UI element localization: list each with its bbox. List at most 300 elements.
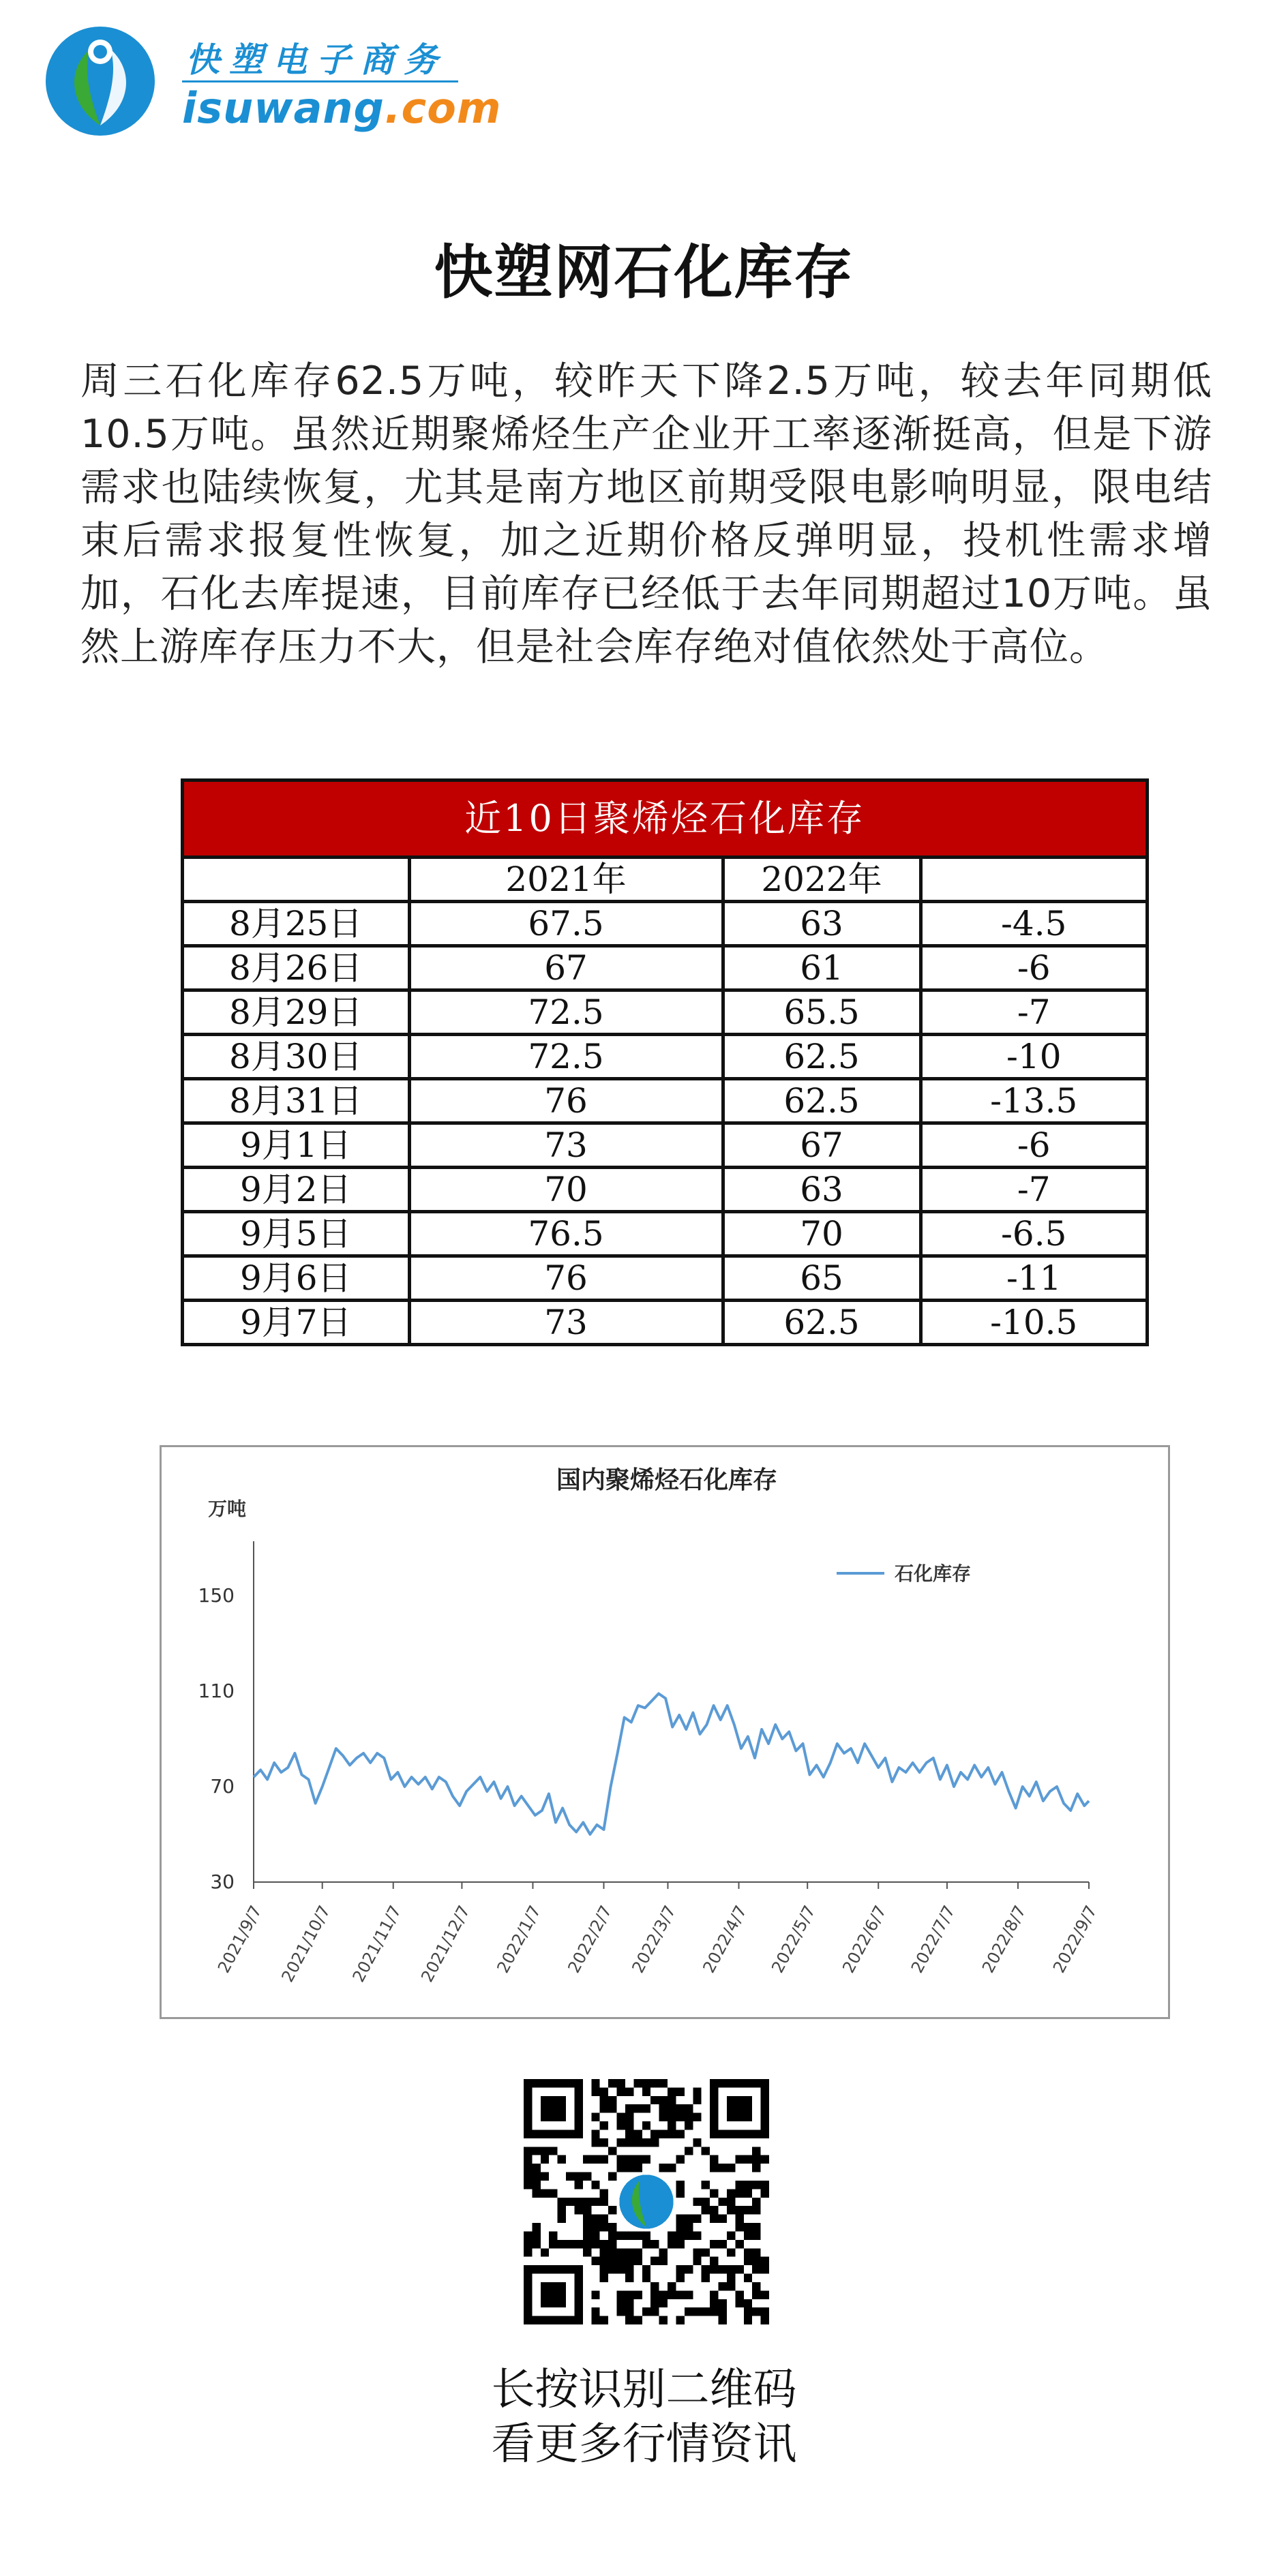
qr-module [608, 2231, 616, 2239]
qr-module [685, 2307, 693, 2316]
qr-module [608, 2206, 616, 2214]
table-cell: -7 [920, 990, 1145, 1035]
table-row [184, 1301, 1145, 1344]
qr-module [685, 2113, 693, 2121]
qr-module [693, 2231, 701, 2239]
qr-module [600, 2265, 608, 2273]
qr-module [617, 2087, 625, 2095]
qr-module [710, 2290, 718, 2299]
qr-module [549, 2240, 557, 2248]
qr-module [608, 2257, 616, 2265]
table-grid [184, 859, 1145, 1343]
table-cell: 72.5 [409, 1035, 723, 1079]
qr-module [558, 2206, 566, 2214]
qr-module [591, 2198, 599, 2206]
qr-module [710, 2240, 718, 2248]
qr-module [719, 2240, 727, 2248]
qr-module [761, 2155, 769, 2164]
table-cell: 8月29日 [184, 990, 409, 1035]
table-row [184, 1079, 1145, 1123]
table-cell: -10 [920, 1035, 1145, 1079]
table-row [184, 1168, 1145, 1212]
qr-module [702, 2307, 710, 2316]
table-cell: 62.5 [723, 1079, 920, 1123]
qr-module [642, 2087, 650, 2095]
qr-module [558, 2155, 566, 2164]
qr-module [617, 2079, 625, 2087]
qr-module [532, 2172, 540, 2181]
qr-module [650, 2138, 659, 2147]
qr-module [735, 2155, 743, 2164]
qr-module [744, 2299, 752, 2307]
qr-module [752, 2257, 760, 2265]
qr-module [583, 2231, 591, 2239]
qr-module [642, 2138, 650, 2147]
qr-module [600, 2257, 608, 2265]
qr-module [617, 2121, 625, 2130]
qr-module [744, 2223, 752, 2231]
qr-module [659, 2290, 668, 2299]
qr-module [668, 2087, 676, 2095]
qr-module [668, 2290, 676, 2299]
qr-module [591, 2130, 599, 2138]
qr-module [591, 2290, 599, 2299]
x-tick-label: 2022/5/7 [768, 1902, 820, 1976]
qr-module [558, 2215, 566, 2223]
qr-module [744, 2274, 752, 2282]
qr-module [532, 2189, 540, 2197]
qr-module [719, 2215, 727, 2223]
qr-module [752, 2265, 760, 2273]
qr-module [735, 2215, 743, 2223]
qr-module [719, 2198, 727, 2206]
qr-module [735, 2265, 743, 2273]
qr-module [642, 2265, 650, 2273]
qr-module [608, 2240, 616, 2248]
qr-module [633, 2257, 642, 2265]
qr-module [752, 2155, 760, 2164]
qr-module [659, 2104, 668, 2112]
qr-module [676, 2130, 684, 2138]
qr-module [625, 2121, 633, 2130]
qr-module [625, 2155, 633, 2164]
qr-module [744, 2189, 752, 2197]
chart-svg [162, 1447, 1172, 2021]
qr-module [591, 2181, 599, 2189]
qr-caption-line1: 长按识别二维码 [491, 2365, 797, 2415]
table-cell: -11 [920, 1256, 1145, 1301]
qr-module [625, 2104, 633, 2112]
qr-module [583, 2206, 591, 2214]
qr-module [710, 2155, 718, 2164]
table-cell: 70 [723, 1212, 920, 1256]
qr-module [574, 2240, 582, 2248]
qr-module [591, 2316, 599, 2324]
qr-module [650, 2307, 659, 2316]
brand-divider [182, 80, 458, 82]
qr-module [727, 2282, 735, 2290]
qr-module [668, 2240, 676, 2248]
table-cell: -4.5 [920, 902, 1145, 946]
qr-module [625, 2316, 633, 2324]
qr-module [591, 2079, 599, 2087]
qr-module [676, 2290, 684, 2299]
qr-module [668, 2121, 676, 2130]
qr-module [633, 2130, 642, 2138]
qr-module [591, 2138, 599, 2147]
qr-module [617, 2307, 625, 2316]
qr-module [583, 2223, 591, 2231]
qr-module [752, 2290, 760, 2299]
qr-module [719, 2282, 727, 2290]
qr-module [735, 2189, 743, 2197]
qr-module [524, 2181, 532, 2189]
qr-module [702, 2206, 710, 2214]
qr-finder-core [727, 2096, 752, 2121]
qr-module [541, 2172, 549, 2181]
qr-module [727, 2198, 735, 2206]
qr-module [676, 2274, 684, 2282]
qr-module [676, 2240, 684, 2248]
table-cell: -6 [920, 946, 1145, 990]
table-cell: 9月7日 [184, 1301, 409, 1344]
table-header-cell: 2022年 [723, 859, 920, 902]
qr-module [532, 2240, 540, 2248]
table-title: 近10日聚烯烃石化库存 [184, 782, 1145, 859]
intro-paragraph: 周三石化库存62.5万吨，较昨天下降2.5万吨，较去年同期低10.5万吨。虽然近期聚烯烃生产企业开工率逐渐挺高，但是下游需求也陆续恢复，尤其是南方地区前期受限电影响明显，限电结束后需求报复性恢复，加之近期价格反弹明显，投机性需求增加，石化去库提速，目前库存已经低于去年同期超过10万吨。虽然上游库存压力不大，但是社会库存绝对值依然处于高位。 [80, 359, 1212, 669]
qr-module [532, 2223, 540, 2231]
qr-module [727, 2231, 735, 2239]
qr-module [752, 2147, 760, 2155]
qr-module [702, 2248, 710, 2256]
qr-module [541, 2189, 549, 2197]
qr-module [744, 2316, 752, 2324]
table-header-cell: 2021年 [409, 859, 723, 902]
qr-module [625, 2138, 633, 2147]
table-row [184, 946, 1145, 990]
qr-module [685, 2104, 693, 2112]
qr-module [566, 2172, 574, 2181]
qr-module [650, 2282, 659, 2290]
brand-name-en-main: isuwang [182, 83, 385, 133]
qr-module [591, 2307, 599, 2316]
qr-module [659, 2164, 668, 2172]
qr-module [541, 2248, 549, 2256]
qr-module [727, 2164, 735, 2172]
qr-module [617, 2257, 625, 2265]
qr-module [752, 2223, 760, 2231]
qr-module [524, 2231, 532, 2239]
qr-module [685, 2147, 693, 2155]
table-cell: 67 [409, 946, 723, 990]
qr-module [752, 2206, 760, 2214]
qr-module [752, 2282, 760, 2290]
table-cell: -13.5 [920, 1079, 1145, 1123]
x-tick-label: 2022/2/7 [564, 1902, 616, 1976]
qr-module [735, 2299, 743, 2307]
y-tick-label: 110 [198, 1680, 235, 1702]
qr-module [600, 2155, 608, 2164]
qr-module [710, 2164, 718, 2172]
table-row [184, 1256, 1145, 1301]
qr-module [617, 2290, 625, 2299]
qr-code-icon[interactable] [524, 2079, 769, 2324]
qr-module [761, 2290, 769, 2299]
qr-module [752, 2164, 760, 2172]
qr-module [625, 2248, 633, 2256]
table-cell: -6 [920, 1123, 1145, 1168]
qr-module [659, 2316, 668, 2324]
qr-module [702, 2265, 710, 2273]
qr-module [583, 2240, 591, 2248]
qr-module [524, 2248, 532, 2256]
table-cell: 70 [409, 1168, 723, 1212]
qr-module [761, 2316, 769, 2324]
y-tick-label: 150 [198, 1584, 235, 1607]
table-row [184, 1212, 1145, 1256]
qr-module [625, 2164, 633, 2172]
qr-module [633, 2248, 642, 2256]
qr-module [710, 2265, 718, 2273]
qr-module [735, 2181, 743, 2189]
x-tick-label: 2021/10/7 [278, 1902, 334, 1986]
qr-module [719, 2164, 727, 2172]
qr-module [617, 2164, 625, 2172]
qr-module [591, 2215, 599, 2223]
qr-module [676, 2087, 684, 2095]
table-cell: 76 [409, 1256, 723, 1301]
qr-module [650, 2299, 659, 2307]
qr-module [642, 2240, 650, 2248]
qr-module [633, 2290, 642, 2299]
qr-module [693, 2215, 701, 2223]
qr-module [583, 2198, 591, 2206]
qr-module [617, 2113, 625, 2121]
qr-module [591, 2087, 599, 2095]
qr-module [608, 2096, 616, 2104]
qr-module [659, 2130, 668, 2138]
qr-module [752, 2198, 760, 2206]
qr-module [676, 2155, 684, 2164]
x-tick-label: 2021/9/7 [213, 1902, 266, 1976]
table-cell: 65.5 [723, 990, 920, 1035]
qr-module [625, 2087, 633, 2095]
qr-module [617, 2299, 625, 2307]
qr-module [659, 2299, 668, 2307]
qr-module [524, 2147, 532, 2155]
qr-module [752, 2231, 760, 2239]
qr-module [600, 2198, 608, 2206]
qr-caption-line2: 看更多行情资讯 [491, 2419, 797, 2470]
qr-module [668, 2164, 676, 2172]
series-line-石化库存 [254, 1694, 1089, 1835]
x-tick-label: 2022/4/7 [699, 1902, 751, 1976]
inventory-chart [160, 1445, 1170, 2019]
y-tick-label: 30 [210, 1870, 235, 1893]
qr-module [541, 2147, 549, 2155]
qr-finder-core [541, 2282, 566, 2307]
qr-module [591, 2240, 599, 2248]
brand-name-en [182, 83, 501, 133]
qr-module [659, 2248, 668, 2256]
qr-finder-core [541, 2096, 566, 2121]
qr-module [650, 2079, 659, 2087]
table-cell: 63 [723, 902, 920, 946]
qr-module [727, 2265, 735, 2273]
qr-module [617, 2231, 625, 2239]
qr-module [727, 2206, 735, 2214]
qr-module [727, 2248, 735, 2256]
qr-module [608, 2265, 616, 2273]
qr-module [685, 2290, 693, 2299]
qr-module [524, 2155, 532, 2164]
qr-module [633, 2164, 642, 2172]
qr-module [744, 2181, 752, 2189]
brand-name-en-suffix: .com [384, 83, 502, 133]
qr-module [693, 2198, 701, 2206]
table-cell: 72.5 [409, 990, 723, 1035]
qr-module [642, 2274, 650, 2282]
qr-module [574, 2181, 582, 2189]
qr-module [719, 2307, 727, 2316]
table-cell: 73 [409, 1123, 723, 1168]
qr-module [693, 2248, 701, 2256]
qr-module [761, 2307, 769, 2316]
qr-module [549, 2189, 557, 2197]
x-tick-label: 2022/9/7 [1049, 1902, 1101, 1976]
table-cell: 9月2日 [184, 1168, 409, 1212]
qr-module [710, 2299, 718, 2307]
qr-module [668, 2113, 676, 2121]
qr-module [591, 2223, 599, 2231]
qr-module [608, 2147, 616, 2155]
qr-module [600, 2248, 608, 2256]
qr-module [574, 2172, 582, 2181]
qr-module [633, 2316, 642, 2324]
qr-module [600, 2087, 608, 2095]
qr-module [642, 2307, 650, 2316]
qr-module [752, 2248, 760, 2256]
qr-module [752, 2181, 760, 2189]
qr-module [600, 2223, 608, 2231]
qr-module [719, 2299, 727, 2307]
qr-module [685, 2121, 693, 2130]
inventory-table [181, 778, 1149, 1346]
table-cell: 76.5 [409, 1212, 723, 1256]
qr-module [532, 2164, 540, 2172]
qr-module [685, 2265, 693, 2273]
qr-module [633, 2079, 642, 2087]
qr-module [744, 2231, 752, 2239]
table-cell: 67.5 [409, 902, 723, 946]
qr-module [735, 2290, 743, 2299]
page-title: 快塑网石化库存 [434, 239, 854, 307]
qr-module [617, 2138, 625, 2147]
table-cell: 76 [409, 1079, 723, 1123]
qr-module [668, 2231, 676, 2239]
table-cell: 63 [723, 1168, 920, 1212]
x-tick-label: 2022/7/7 [907, 1902, 959, 1976]
qr-module [735, 2240, 743, 2248]
qr-module [676, 2189, 684, 2197]
qr-module [608, 2172, 616, 2181]
qr-module [566, 2240, 574, 2248]
table-row [184, 1035, 1145, 1079]
qr-module [710, 2189, 718, 2197]
qr-module [659, 2079, 668, 2087]
qr-module [702, 2274, 710, 2282]
qr-module [744, 2248, 752, 2256]
qr-module [719, 2265, 727, 2273]
table-header-cell [184, 859, 409, 902]
qr-module [744, 2206, 752, 2214]
qr-module [608, 2223, 616, 2231]
qr-module [625, 2113, 633, 2121]
table-cell: 65 [723, 1256, 920, 1301]
qr-module [541, 2155, 549, 2164]
brand-logo [42, 23, 502, 139]
qr-module [558, 2198, 566, 2206]
qr-module [752, 2307, 760, 2316]
qr-module [583, 2172, 591, 2181]
qr-module [600, 2274, 608, 2282]
table-cell: -10.5 [920, 1301, 1145, 1344]
qr-module [600, 2104, 608, 2112]
qr-module [583, 2215, 591, 2223]
table-row [184, 990, 1145, 1035]
qr-module [761, 2257, 769, 2265]
qr-module [591, 2155, 599, 2164]
qr-module [668, 2130, 676, 2138]
qr-module [608, 2079, 616, 2087]
qr-module [685, 2215, 693, 2223]
qr-module [710, 2215, 718, 2223]
table-cell: 8月31日 [184, 1079, 409, 1123]
x-tick-label: 2021/11/7 [348, 1902, 406, 1986]
qr-module [524, 2240, 532, 2248]
qr-module [693, 2096, 701, 2104]
x-tick-label: 2022/3/7 [628, 1902, 680, 1976]
qr-module [650, 2130, 659, 2138]
isuwang-logo-icon [42, 23, 158, 139]
table-cell: 8月30日 [184, 1035, 409, 1079]
qr-module [524, 2172, 532, 2181]
qr-module [633, 2155, 642, 2164]
qr-module [608, 2104, 616, 2112]
qr-logo-icon [619, 2175, 673, 2228]
qr-module [524, 2164, 532, 2172]
qr-module [600, 2096, 608, 2104]
qr-module [600, 2138, 608, 2147]
qr-module [727, 2274, 735, 2282]
qr-module [650, 2257, 659, 2265]
qr-module [650, 2240, 659, 2248]
qr-module [744, 2155, 752, 2164]
qr-module [549, 2231, 557, 2239]
table-cell: 8月26日 [184, 946, 409, 990]
qr-module [600, 2215, 608, 2223]
qr-module [685, 2223, 693, 2231]
qr-module [727, 2189, 735, 2197]
qr-module [591, 2113, 599, 2121]
qr-module [625, 2274, 633, 2282]
qr-module [693, 2307, 701, 2316]
x-tick-label: 2022/1/7 [493, 1902, 545, 1976]
qr-module [600, 2316, 608, 2324]
qr-caption [0, 2363, 1288, 2472]
qr-module [642, 2104, 650, 2112]
qr-module [702, 2198, 710, 2206]
